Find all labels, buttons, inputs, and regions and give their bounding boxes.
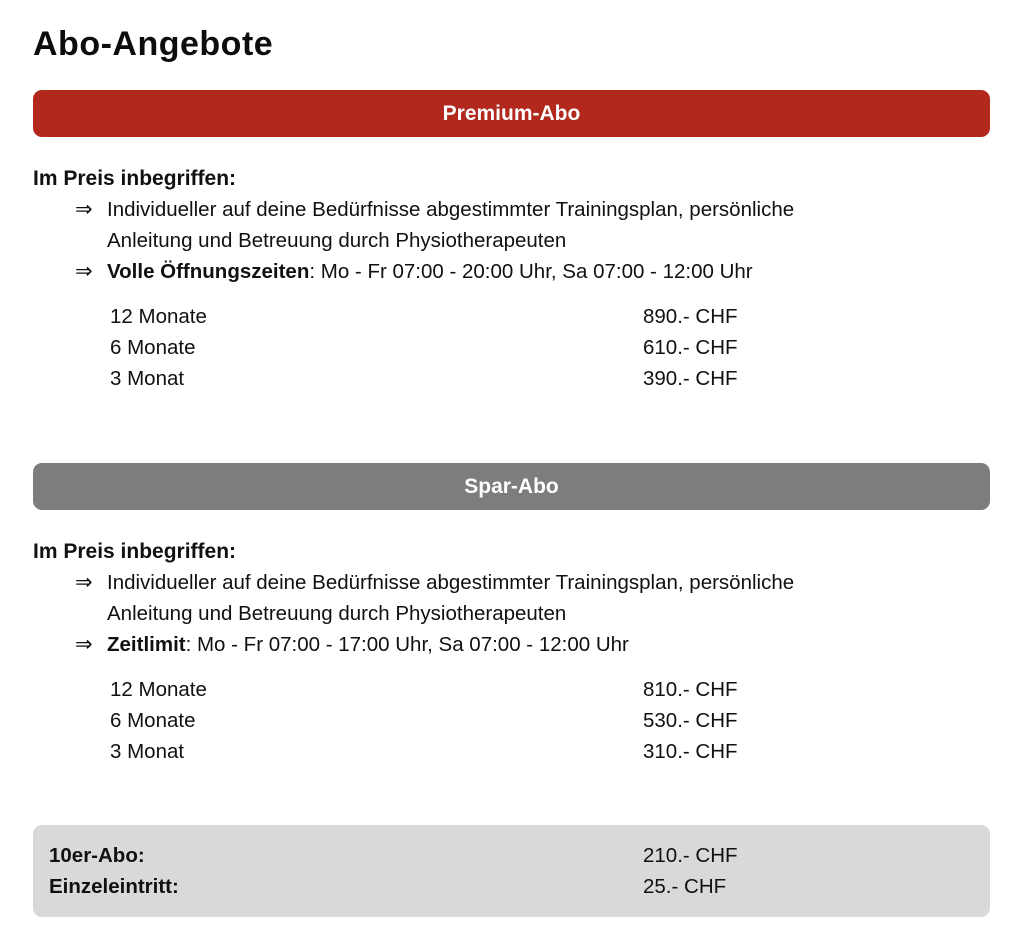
extras-label: 10er-Abo: <box>49 844 145 867</box>
extras-label: Einzeleintritt: <box>49 875 179 898</box>
price-row <box>33 736 990 767</box>
double-arrow-icon: ⇒ <box>75 571 93 594</box>
premium-abo-banner <box>33 90 990 137</box>
extras-price-box <box>33 825 990 917</box>
extras-row <box>33 871 990 902</box>
extras-row <box>33 840 990 871</box>
price-label: 3 Monat <box>110 740 185 763</box>
price-row <box>33 705 990 736</box>
price-value: 390.- CHF <box>643 367 738 390</box>
list-item-bold-lead: Zeitlimit <box>107 633 186 656</box>
price-label: 6 Monate <box>110 709 196 732</box>
list-item <box>33 256 990 287</box>
list-item-text: Individueller auf deine Bedürfnisse abgestimmter Trainingsplan, persönliche Anleitung und Betreuung durch Physiotherapeuten <box>107 198 795 252</box>
price-value: 530.- CHF <box>643 709 738 732</box>
list-item <box>33 194 990 256</box>
spar-bullet-list <box>33 567 990 660</box>
double-arrow-icon: ⇒ <box>75 633 93 656</box>
premium-price-table <box>33 301 990 394</box>
premium-abo-banner-label: Premium-Abo <box>442 101 581 125</box>
price-row <box>33 674 990 705</box>
premium-bullet-list <box>33 194 990 287</box>
extras-value: 210.- CHF <box>643 844 738 867</box>
list-item-text <box>107 256 753 287</box>
list-item-rest: : Mo - Fr 07:00 - 17:00 Uhr, Sa 07:00 - 12:00 Uhr <box>185 633 629 656</box>
list-item <box>33 629 990 660</box>
list-item-text: Individueller auf deine Bedürfnisse abgestimmter Trainingsplan, persönliche Anleitung und Betreuung durch Physiotherapeuten <box>107 571 795 625</box>
price-row <box>33 363 990 394</box>
list-item-rest: : Mo - Fr 07:00 - 20:00 Uhr, Sa 07:00 - 12:00 Uhr <box>309 260 753 283</box>
price-label: 12 Monate <box>110 678 207 701</box>
extras-value: 25.- CHF <box>643 875 727 898</box>
premium-included-heading: Im Preis inbegriffen: <box>33 167 237 190</box>
spar-abo-banner-label: Spar-Abo <box>464 474 559 498</box>
price-value: 310.- CHF <box>643 740 738 763</box>
page-title: Abo-Angebote <box>33 25 274 63</box>
list-item <box>33 567 990 629</box>
spar-price-table <box>33 674 990 767</box>
list-item-bold-lead: Volle Öffnungszeiten <box>107 260 310 283</box>
price-label: 12 Monate <box>110 305 207 328</box>
spar-abo-banner <box>33 463 990 510</box>
double-arrow-icon: ⇒ <box>75 198 93 221</box>
list-item-text <box>107 629 629 660</box>
price-value: 890.- CHF <box>643 305 738 328</box>
price-label: 6 Monate <box>110 336 196 359</box>
double-arrow-icon: ⇒ <box>75 260 93 283</box>
price-row <box>33 332 990 363</box>
price-value: 610.- CHF <box>643 336 738 359</box>
price-row <box>33 301 990 332</box>
price-label: 3 Monat <box>110 367 185 390</box>
spar-included-heading: Im Preis inbegriffen: <box>33 540 237 563</box>
price-value: 810.- CHF <box>643 678 738 701</box>
